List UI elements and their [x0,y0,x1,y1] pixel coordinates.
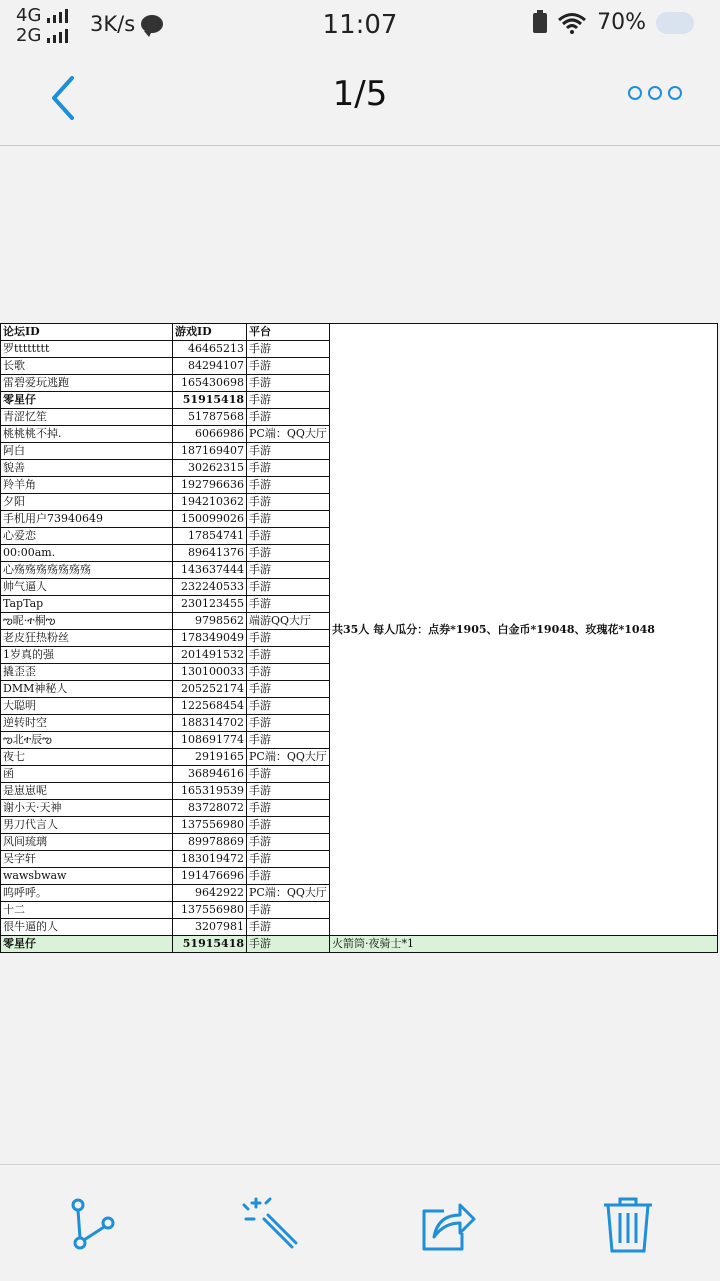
platform-cell: 手游 [247,681,330,698]
final-forum-id: 零星仔 [1,936,173,953]
platform-cell: 手游 [247,817,330,834]
platform-cell: 手游 [247,919,330,936]
game-id-cell: 36894616 [173,766,247,783]
game-id-cell: 84294107 [173,358,247,375]
page-title: 1/5 [332,74,388,114]
game-id-cell: 178349049 [173,630,247,647]
game-id-cell: 150099026 [173,511,247,528]
platform-cell: PC端：QQ大厅 [247,426,330,443]
forum-id-cell: 手机用户73940649 [1,511,173,528]
forum-id-cell: ఌ昵·ተ桐ఌ [1,613,173,630]
wifi-icon [557,12,587,34]
game-id-cell: 230123455 [173,596,247,613]
battery-percent: 70% [597,10,646,35]
platform-cell: 手游 [247,545,330,562]
header-forum-id: 论坛ID [1,324,173,341]
bottom-toolbar [0,1164,720,1281]
forum-id-cell: 羚羊角 [1,477,173,494]
game-id-cell: 130100033 [173,664,247,681]
platform-cell: PC端：QQ大厅 [247,749,330,766]
final-platform: 手游 [247,936,330,953]
platform-cell: 手游 [247,579,330,596]
forum-id-cell: 雷碧爱玩逃跑 [1,375,173,392]
game-id-cell: 17854741 [173,528,247,545]
game-id-cell: 137556980 [173,817,247,834]
platform-cell: 手游 [247,800,330,817]
image-viewer[interactable] [0,146,720,1164]
forum-id-cell: DMM神秘人 [1,681,173,698]
spreadsheet-table [0,323,718,953]
forum-id-cell: 逆转时空 [1,715,173,732]
final-note: 火箭筒·夜骑士*1 [330,936,718,953]
game-id-cell: 165430698 [173,375,247,392]
forum-id-cell: 零星仔 [1,392,173,409]
platform-cell: 手游 [247,783,330,800]
platform-cell: 手游 [247,868,330,885]
nav-bar [0,48,720,146]
platform-cell: 手游 [247,596,330,613]
forum-id-cell: 心殇殇殇殇殇殇殇 [1,562,173,579]
forum-id-cell: 谢小天·天神 [1,800,173,817]
game-id-cell: 165319539 [173,783,247,800]
game-id-cell: 192796636 [173,477,247,494]
battery-saver-icon [533,13,547,33]
final-game-id: 51915418 [173,936,247,953]
game-id-cell: 30262315 [173,460,247,477]
forum-id-cell: 老皮狂热粉丝 [1,630,173,647]
forum-id-cell: 帅气逼人 [1,579,173,596]
game-id-cell: 188314702 [173,715,247,732]
platform-cell: 手游 [247,834,330,851]
forum-id-cell: 撬歪歪 [1,664,173,681]
forum-id-cell: 夕阳 [1,494,173,511]
header-game-id: 游戏ID [173,324,247,341]
platform-cell: 手游 [247,392,330,409]
platform-cell: 手游 [247,477,330,494]
game-id-cell: 6066986 [173,426,247,443]
branch-icon[interactable] [64,1197,120,1253]
network-bottom-label: 2G [16,25,42,46]
game-id-cell: 187169407 [173,443,247,460]
platform-cell: 手游 [247,460,330,477]
header-platform: 平台 [247,324,330,341]
forum-id-cell: TapTap [1,596,173,613]
game-id-cell: 201491532 [173,647,247,664]
platform-cell: 手游 [247,375,330,392]
game-id-cell: 83728072 [173,800,247,817]
platform-cell: 手游 [247,409,330,426]
platform-cell: 手游 [247,664,330,681]
game-id-cell: 3207981 [173,919,247,936]
forum-id-cell: wawsbwaw [1,868,173,885]
platform-cell: PC端：QQ大厅 [247,885,330,902]
platform-cell: 手游 [247,358,330,375]
platform-cell: 手游 [247,732,330,749]
merged-note-cell: 共35人 每人瓜分：点券*1905、白金币*19048、玫瑰花*1048 [330,324,718,936]
game-id-cell: 89641376 [173,545,247,562]
platform-cell: 手游 [247,715,330,732]
forum-id-cell: 男刀代言人 [1,817,173,834]
forum-id-cell: 心爱恋 [1,528,173,545]
game-id-cell: 232240533 [173,579,247,596]
platform-cell: 手游 [247,902,330,919]
network-top-label: 4G [16,5,42,26]
forum-id-cell: 十二 [1,902,173,919]
game-id-cell: 183019472 [173,851,247,868]
platform-cell: 手游 [247,698,330,715]
forum-id-cell: 呜呼呼。 [1,885,173,902]
forum-id-cell: 青涩忆笙 [1,409,173,426]
game-id-cell: 205252174 [173,681,247,698]
table-header-row [1,324,718,341]
forum-id-cell: 罗tttttttt [1,341,173,358]
platform-cell: 手游 [247,443,330,460]
platform-cell: 手游 [247,562,330,579]
game-id-cell: 191476696 [173,868,247,885]
forum-id-cell: 吴字轩 [1,851,173,868]
forum-id-cell: 是崽崽呢 [1,783,173,800]
forum-id-cell: 桃桃桃不掉. [1,426,173,443]
forum-id-cell: 大聪明 [1,698,173,715]
forum-id-cell: ఌ北ተ辰ఌ [1,732,173,749]
forum-id-cell: 00:00am. [1,545,173,562]
game-id-cell: 2919165 [173,749,247,766]
magic-wand-icon[interactable] [242,1197,298,1253]
forum-id-cell: 长歌 [1,358,173,375]
forum-id-cell: 阿白 [1,443,173,460]
platform-cell: 手游 [247,341,330,358]
status-bar [0,0,720,48]
forum-id-cell: 函 [1,766,173,783]
platform-cell: 手游 [247,766,330,783]
forum-id-cell: 很牛逼的人 [1,919,173,936]
platform-cell: 手游 [247,511,330,528]
platform-cell: 手游 [247,494,330,511]
platform-cell: 手游 [247,528,330,545]
game-id-cell: 9798562 [173,613,247,630]
more-dots-icon[interactable] [628,86,682,100]
status-right [533,10,694,35]
game-id-cell: 51787568 [173,409,247,426]
platform-cell: 手游 [247,647,330,664]
game-id-cell: 89978869 [173,834,247,851]
final-row [1,936,718,953]
game-id-cell: 122568454 [173,698,247,715]
platform-cell: 手游 [247,851,330,868]
status-time: 11:07 [322,10,398,40]
game-id-cell: 108691774 [173,732,247,749]
forum-id-cell: 貌善 [1,460,173,477]
forum-id-cell: 1岁真的强 [1,647,173,664]
forum-id-cell: 夜七 [1,749,173,766]
pill-icon [656,12,694,34]
trash-icon[interactable] [600,1197,656,1253]
game-id-cell: 46465213 [173,341,247,358]
game-id-cell: 51915418 [173,392,247,409]
forum-id-cell: 风间琉璃 [1,834,173,851]
game-id-cell: 137556980 [173,902,247,919]
game-id-cell: 194210362 [173,494,247,511]
network-speed-label: 3K/s [90,12,136,36]
platform-cell: 端游QQ大厅 [247,613,330,630]
platform-cell: 手游 [247,630,330,647]
game-id-cell: 143637444 [173,562,247,579]
game-id-cell: 9642922 [173,885,247,902]
share-icon[interactable] [420,1197,476,1253]
